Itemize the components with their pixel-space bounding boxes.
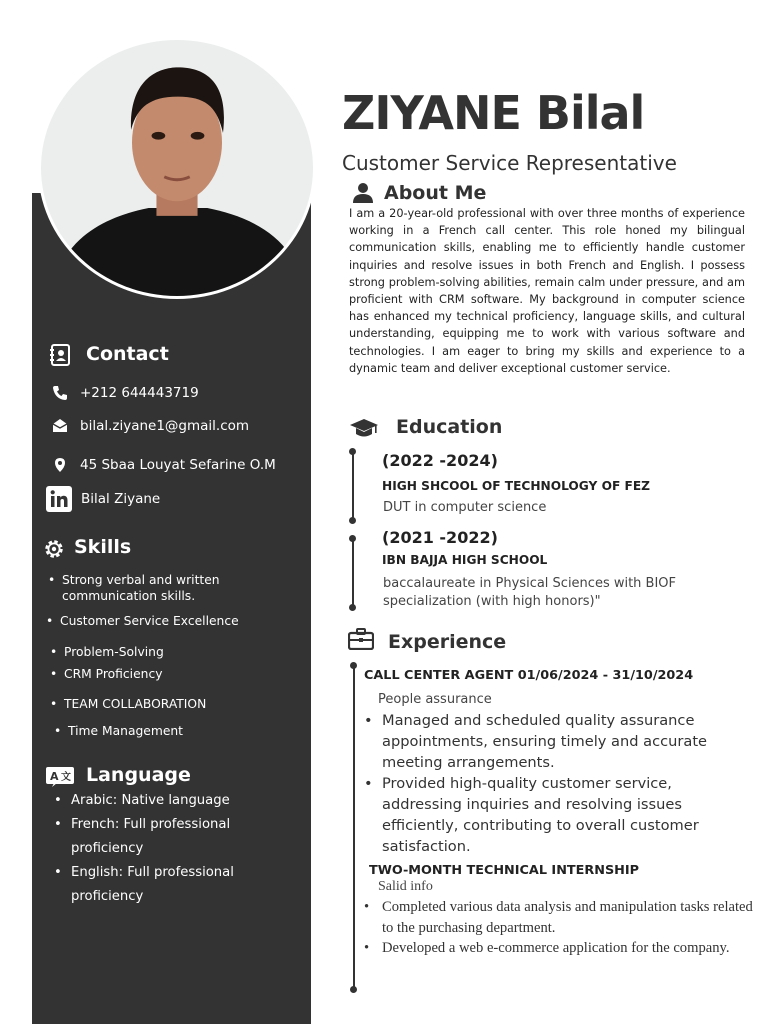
contact-title: Contact <box>86 343 169 365</box>
email-text: bilal.ziyane1@gmail.com <box>80 418 250 434</box>
timeline-dot <box>349 517 356 524</box>
experience-title: Experience <box>388 631 507 653</box>
timeline-dot <box>349 604 356 611</box>
graduation-cap-icon <box>349 418 379 440</box>
svg-text:A: A <box>50 770 59 783</box>
education-timeline-1 <box>352 452 354 520</box>
language-list <box>54 789 294 909</box>
list-item: • Customer Service Excellence <box>60 613 239 629</box>
job-bullets <box>362 897 762 959</box>
list-item-continuation: communication skills. <box>62 589 196 603</box>
education-years: (2022 -2024) <box>382 451 498 470</box>
phone-icon <box>52 385 68 401</box>
job-company: Salid info <box>378 879 433 894</box>
skills-title: Skills <box>74 536 132 558</box>
list-item: • Managed and scheduled quality assurance appointments, ensuring timely and accurate meeting arrangements. <box>362 710 752 773</box>
list-item: • Arabic: Native language <box>54 789 294 813</box>
about-title: About Me <box>384 182 487 204</box>
gear-icon <box>42 537 66 561</box>
job-company: People assurance <box>378 692 492 707</box>
experience-timeline <box>353 667 355 989</box>
contact-book-icon <box>49 344 71 366</box>
timeline-dot <box>349 535 356 542</box>
contact-phone <box>52 385 199 401</box>
job-title: TWO-MONTH TECHNICAL INTERNSHIP <box>369 863 640 878</box>
list-item: • CRM Proficiency <box>64 666 162 682</box>
education-school: IBN BAJJA HIGH SCHOOL <box>382 553 548 567</box>
list-item: • French: Full professional proficiency <box>54 813 294 861</box>
list-item: • Strong verbal and written <box>62 572 220 588</box>
phone-text: +212 644443719 <box>80 385 199 401</box>
list-item: • Completed various data analysis and manipulation tasks related to the purchasing department. <box>362 897 762 938</box>
candidate-name: ZIYANE Bilal <box>342 86 645 140</box>
candidate-role: Customer Service Representative <box>342 151 677 175</box>
list-item: • Provided high-quality customer service, addressing inquiries and resolving issues efficiently, contributing to overall customer satisfaction. <box>362 773 752 857</box>
education-timeline-2 <box>352 539 354 607</box>
list-item: • TEAM COLLABORATION <box>64 696 206 712</box>
job-title: CALL CENTER AGENT 01/06/2024 - 31/10/2024 <box>364 668 694 683</box>
timeline-dot <box>350 662 357 669</box>
profile-photo <box>38 37 316 299</box>
envelope-icon <box>52 418 68 434</box>
contact-email <box>52 418 249 434</box>
svg-text:文: 文 <box>61 772 71 783</box>
translate-icon <box>46 767 74 787</box>
education-title: Education <box>396 416 503 438</box>
linkedin-icon <box>46 486 72 512</box>
timeline-dot <box>349 448 356 455</box>
education-degree: DUT in computer science <box>383 500 547 515</box>
list-item: • Time Management <box>68 723 183 739</box>
education-school: HIGH SHCOOL OF TECHNOLOGY OF FEZ <box>382 479 651 493</box>
education-degree: baccalaureate in Physical Sciences with BIOF specialization (with high honors)" <box>383 576 677 609</box>
linkedin-link[interactable]: Bilal Ziyane <box>81 491 161 507</box>
list-item: • Developed a web e-commerce application for the company. <box>362 938 762 959</box>
language-title: Language <box>86 764 191 786</box>
briefcase-icon <box>348 628 374 650</box>
list-item: • English: Full professional proficiency <box>54 861 294 909</box>
education-years: (2021 -2022) <box>382 528 498 547</box>
list-item: • Problem-Solving <box>64 644 164 660</box>
location-pin-icon <box>52 457 68 473</box>
contact-address <box>52 457 276 473</box>
address-text: 45 Sbaa Louyat Sefarine O.M <box>80 457 276 473</box>
timeline-dot <box>350 986 357 993</box>
contact-linkedin <box>46 486 160 512</box>
about-text: I am a 20-year-old professional with over three months of experience working in a French call center. This role honed my bilingual communication skills, enabling me to efficiently handle customer inquiries and resolve issues in both French and English. I possess strong problem-solving abilities, remain calm under pressure, and am proficient with CRM software. My background in computer science has enhanced my technical proficiency, language skills, and cultural understanding, equipping me to work with various software and technologies. I am eager to bring my skills and experience to a dynamic team and deliver exceptional customer service. <box>349 207 745 375</box>
job-bullets <box>362 710 752 857</box>
person-icon <box>352 182 374 204</box>
